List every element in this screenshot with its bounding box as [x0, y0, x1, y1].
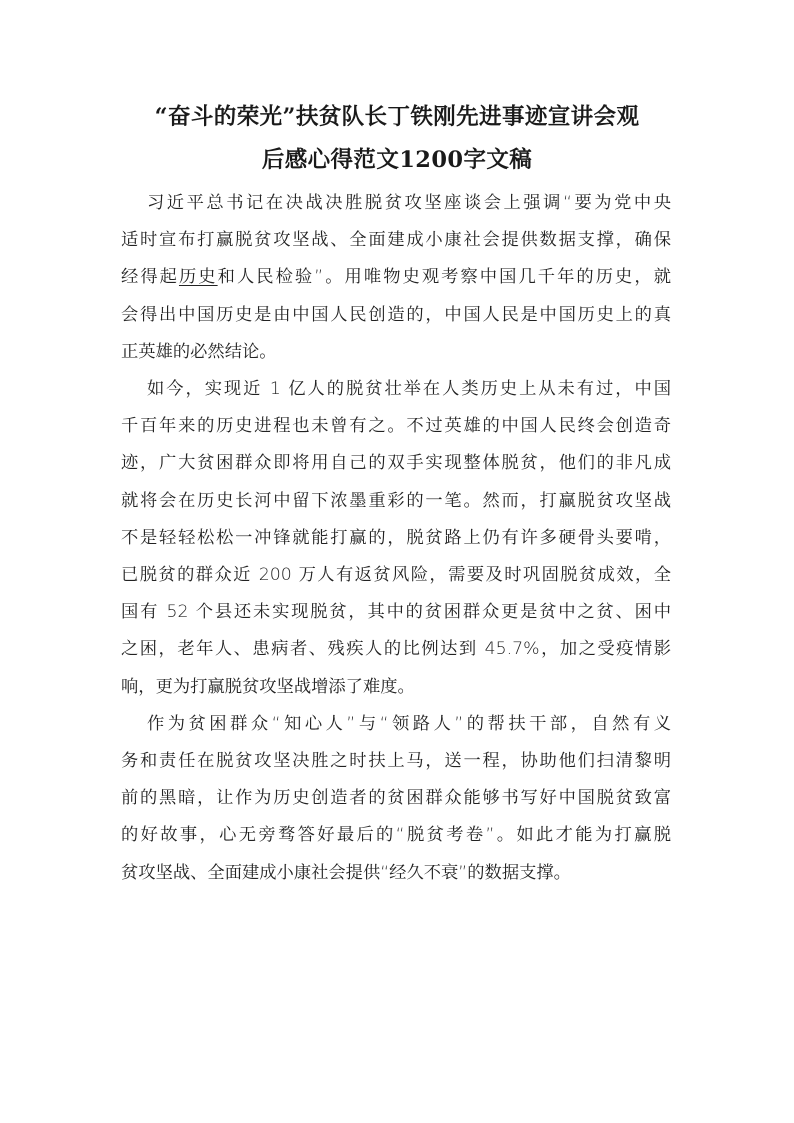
paragraph-2	[121, 371, 671, 706]
text-line: 千百年来的历史进程也未曾有之。不过英雄的中国人民终会创造奇	[121, 416, 671, 437]
text-run: 和人民检验”。用唯物史观考察中国几千年的历史，就	[217, 267, 671, 288]
paragraph-1	[121, 185, 671, 371]
document-title	[100, 96, 694, 182]
title-line-1: “奋斗的荣光”扶贫队长丁铁刚先进事迹宣讲会观	[154, 104, 640, 130]
underlined-term: 历史	[178, 267, 218, 288]
text-line: 务和责任在脱贫攻坚决胜之时扶上马，送一程，协助他们扫清黎明	[121, 751, 671, 772]
text-line: 响，更为打赢脱贫攻坚战增添了难度。	[121, 676, 415, 697]
text-line: 习近平总书记在决战决胜脱贫攻坚座谈会上强调“要为党中央	[147, 193, 671, 213]
text-line: 国有 52 个县还未实现脱贫，其中的贫困群众更是贫中之贫、困中	[121, 602, 671, 623]
text-line: 作为贫困群众“知心人”与“领路人”的帮扶干部，自然有义	[147, 713, 671, 734]
text-line: 不是轻轻松松一冲锋就能打赢的，脱贫路上仍有许多硬骨头要啃，	[121, 527, 671, 548]
paragraph-3	[121, 706, 671, 892]
text-run: 经得起	[121, 267, 179, 288]
text-line: 前的黑暗，让作为历史创造者的贫困群众能够书写好中国脱贫致富	[121, 788, 671, 809]
text-line: 会得出中国历史是由中国人民创造的，中国人民是中国历史上的真	[121, 304, 671, 325]
text-line: 正英雄的必然结论。	[121, 341, 277, 362]
text-line: 如今，实现近 1 亿人的脱贫壮举在人类历史上从未有过，中国	[147, 379, 671, 400]
text-line: 之困，老年人、患病者、残疾人的比例达到 45.7%，加之受疫情影	[121, 639, 671, 660]
text-line: 已脱贫的群众近 200 万人有返贫风险，需要及时巩固脱贫成效，全	[121, 565, 671, 586]
text-line: 的好故事，心无旁骛答好最后的“脱贫考卷”。如此才能为打赢脱	[121, 825, 671, 846]
text-line: 贫攻坚战、全面建成小康社会提供“经久不衰”的数据支撑。	[121, 862, 571, 883]
text-line: 适时宣布打赢脱贫攻坚战、全面建成小康社会提供数据支撑，确保	[121, 230, 671, 251]
text-line	[121, 259, 671, 296]
document-body	[121, 185, 671, 892]
title-line-2: 后感心得范文1200字文稿	[261, 147, 533, 173]
text-line: 就将会在历史长河中留下浓墨重彩的一笔。然而，打赢脱贫攻坚战	[121, 490, 671, 511]
text-line: 迹，广大贫困群众即将用自己的双手实现整体脱贫，他们的非凡成	[121, 453, 671, 474]
